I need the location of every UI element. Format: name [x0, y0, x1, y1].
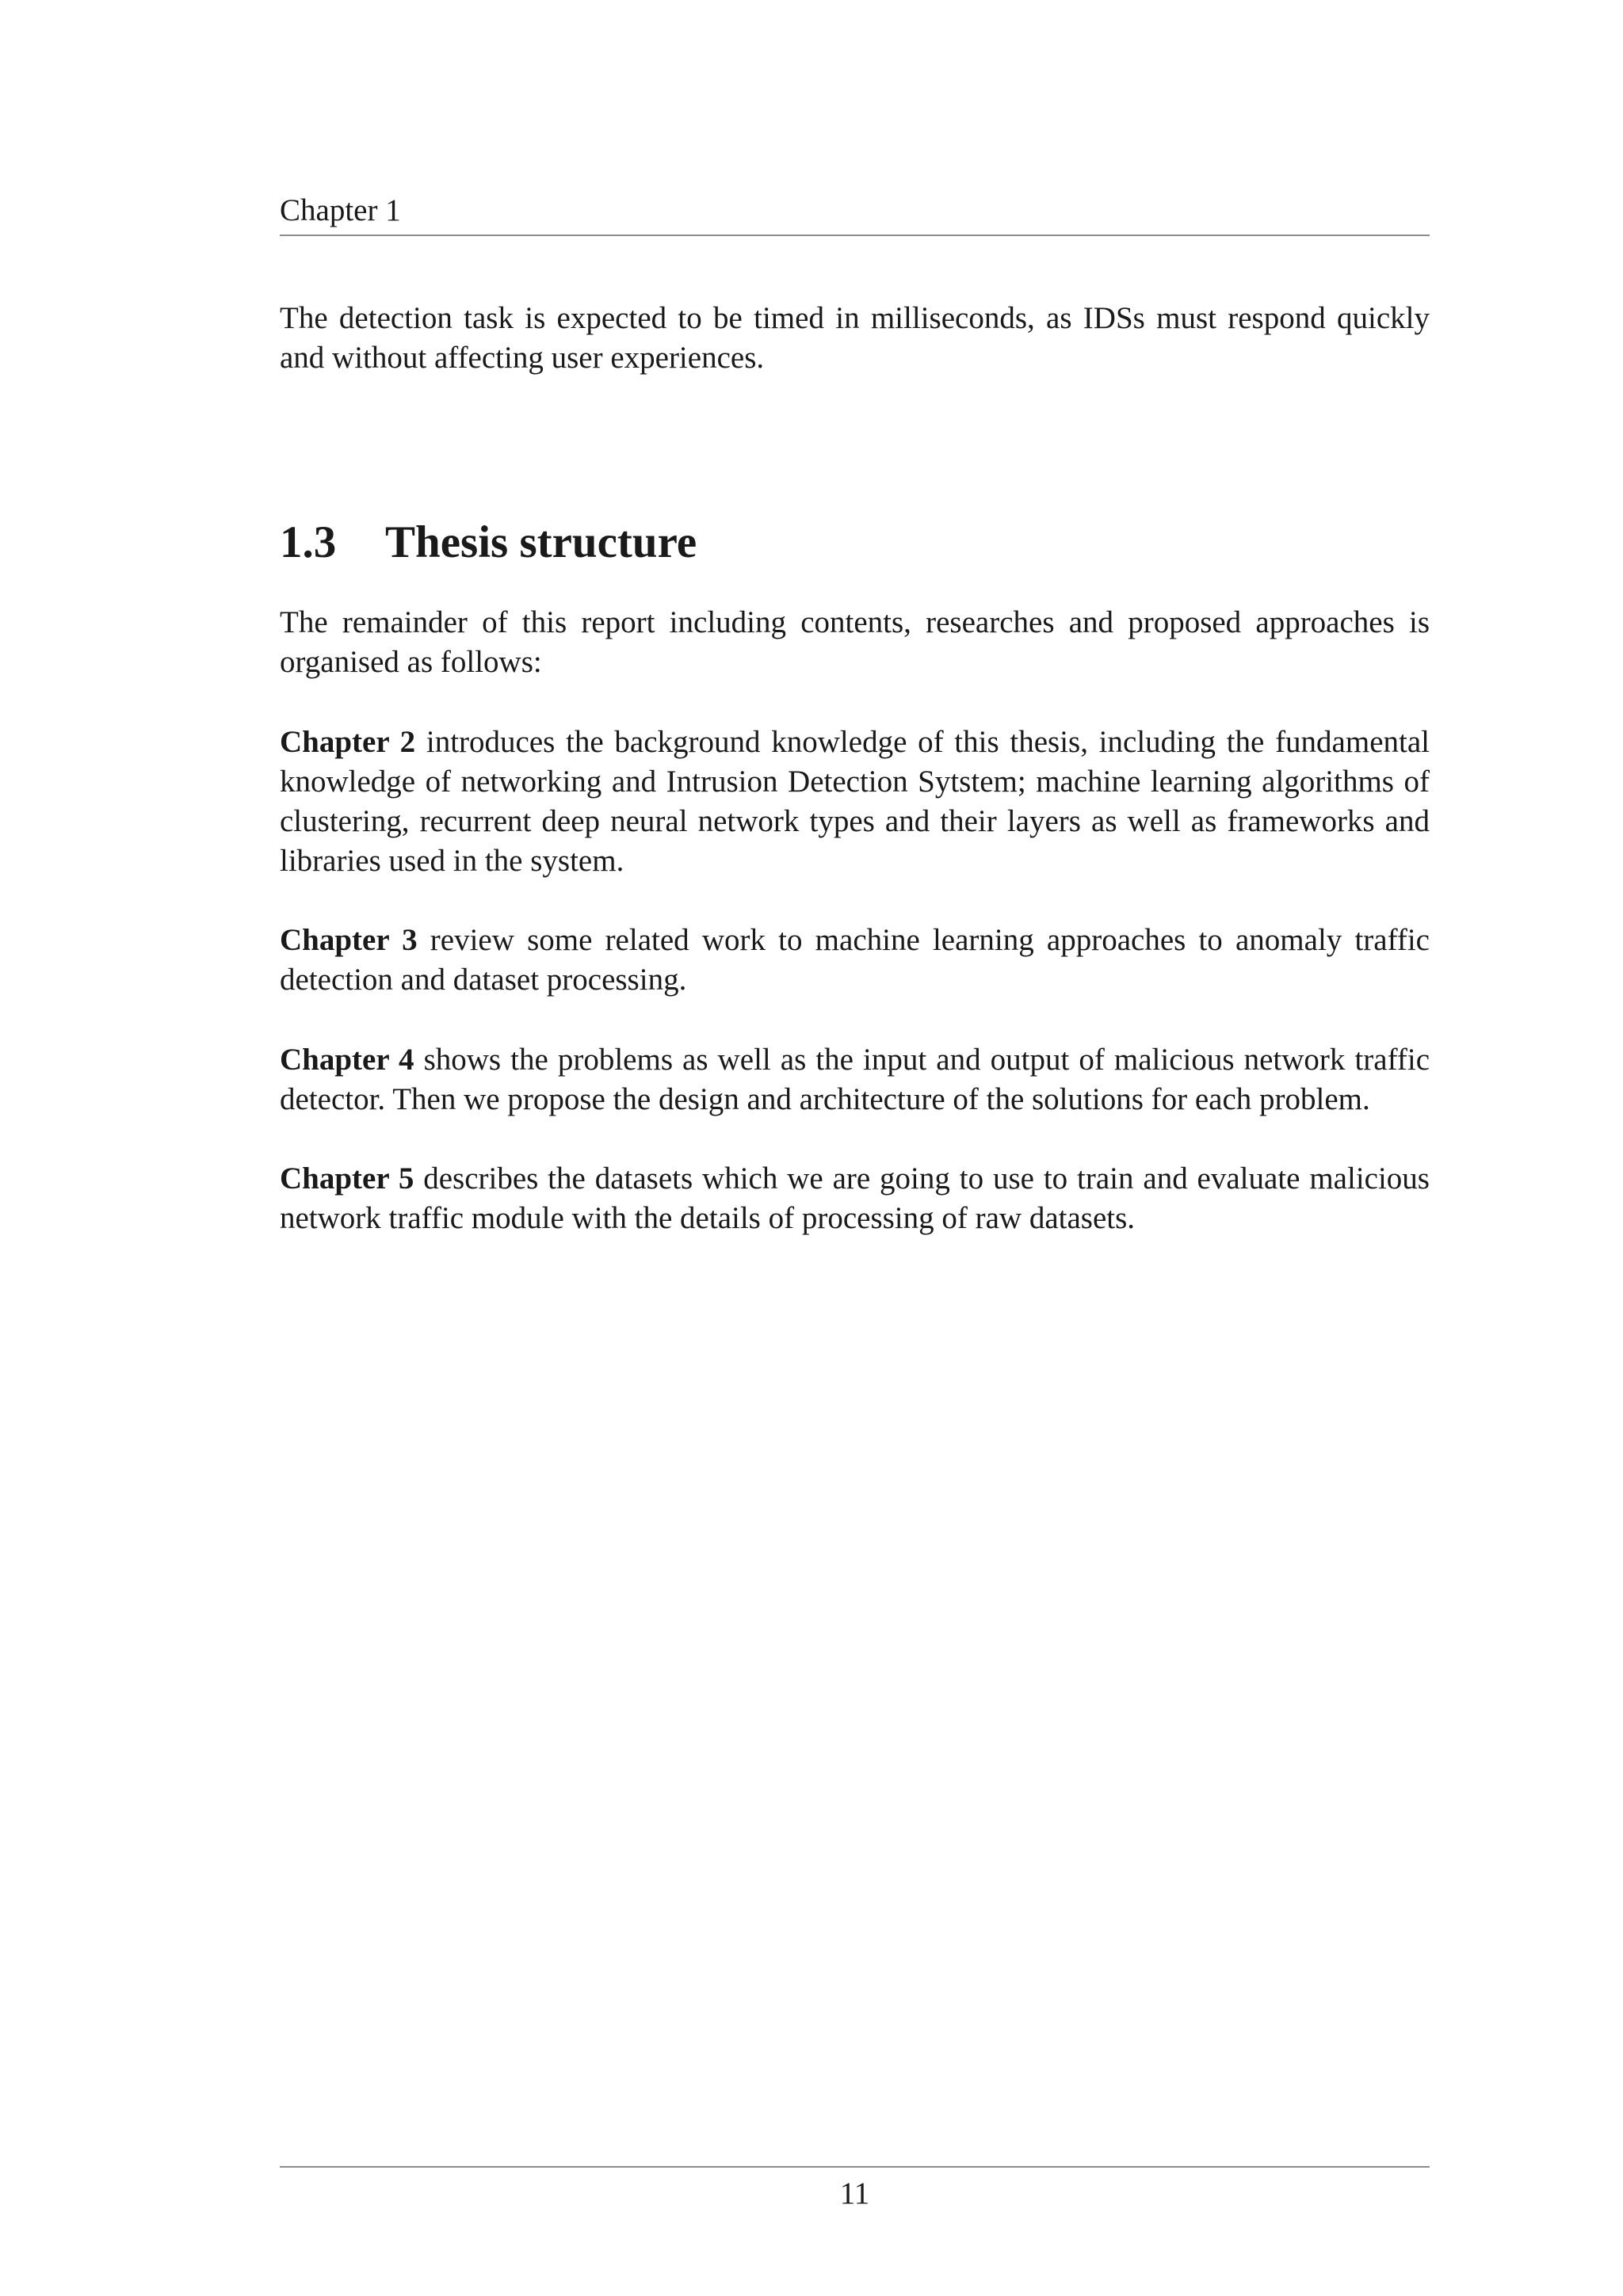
chapter-5-paragraph [280, 1159, 1430, 1238]
chapter-3-label: Chapter 3 [280, 923, 418, 957]
chapter-5-description: describes the datasets which we are going to use to train and evaluate malicious network traffic module with the details of processing of raw datasets. [280, 1161, 1430, 1235]
chapter-2-label: Chapter 2 [280, 725, 416, 759]
section-number: 1.3 [280, 517, 337, 567]
page-number: 11 [839, 2176, 870, 2210]
chapter-4-description: shows the problems as well as the input and output of malicious network traffic detector. Then we propose the design and architecture of the solutions for each problem. [280, 1043, 1430, 1116]
chapter-3-paragraph [280, 921, 1430, 1000]
header-rule [280, 235, 1430, 236]
section-title: Thesis structure [385, 517, 697, 567]
chapter-2-paragraph [280, 723, 1430, 881]
chapter-5-label: Chapter 5 [280, 1161, 414, 1196]
intro-paragraph: The detection task is expected to be timed in milliseconds, as IDSs must respond quickly and without affecting user experiences. [280, 301, 1430, 375]
footer-rule [280, 2166, 1430, 2168]
chapter-2-description: introduces the background knowledge of this thesis, including the fundamental knowledge of networking and Intrusion Detection Sytstem; machine learning algorithms of clustering, recurrent deep neural network types and their layers as well as frameworks and libraries used in the system. [280, 725, 1430, 878]
section-lead-paragraph: The remainder of this report including contents, researches and proposed approaches is organised as follows: [280, 605, 1430, 679]
chapter-4-paragraph [280, 1040, 1430, 1119]
section-heading [280, 515, 1430, 570]
chapter-4-label: Chapter 4 [280, 1043, 414, 1077]
running-header: Chapter 1 [280, 193, 401, 227]
chapter-3-description: review some related work to machine learning approaches to anomaly traffic detection and dataset processing. [280, 923, 1430, 997]
